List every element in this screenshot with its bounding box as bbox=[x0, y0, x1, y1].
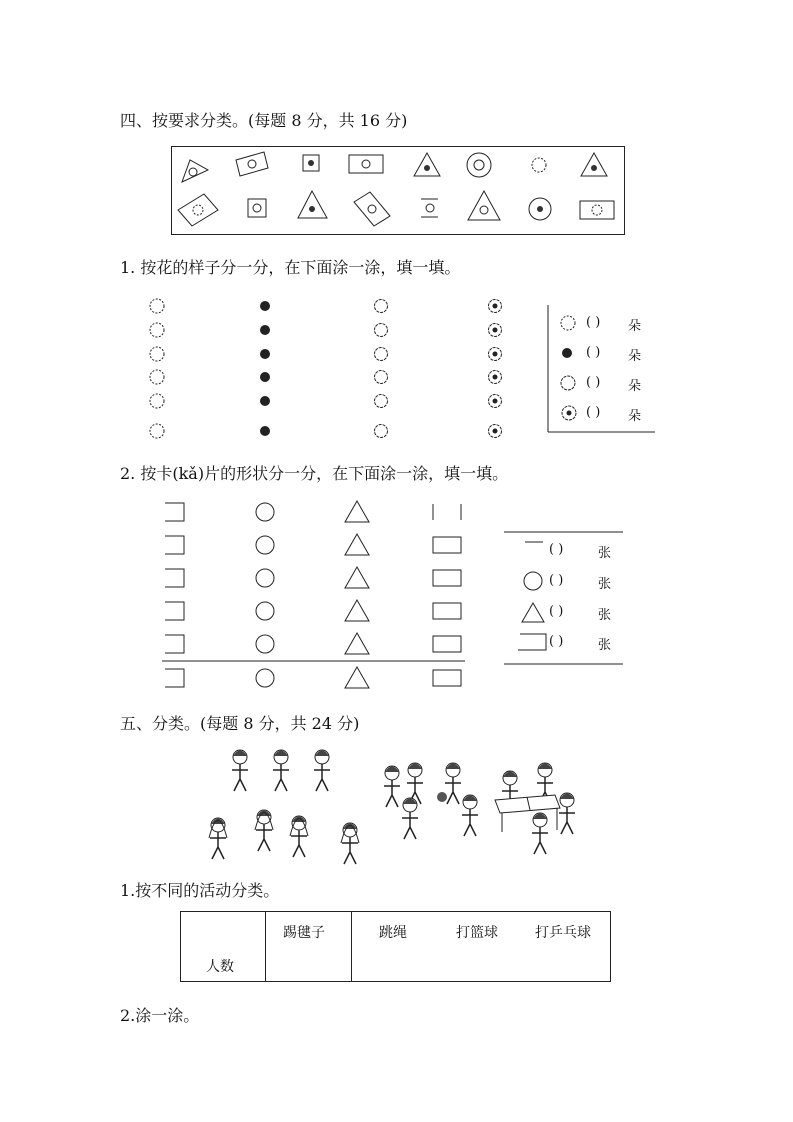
tally-blank[interactable]: ( ) bbox=[586, 315, 601, 330]
tally-unit: 朵 bbox=[628, 379, 642, 394]
child-figure bbox=[402, 798, 418, 839]
child-figure bbox=[559, 793, 575, 834]
tally-unit: 朵 bbox=[628, 409, 642, 424]
question-1-title: 1. 按花的样子分一分，在下面涂一涂，填一填。 bbox=[120, 258, 461, 277]
child-figure bbox=[384, 766, 400, 807]
tally-blank[interactable]: ( ) bbox=[549, 604, 564, 619]
child-figure bbox=[445, 763, 461, 804]
tally-unit: 张 bbox=[598, 638, 612, 653]
header-basketball: 打篮球 bbox=[456, 925, 498, 941]
tally-unit: 张 bbox=[598, 546, 612, 561]
section-5-title: 五、分类。(每题 8 分，共 24 分) bbox=[120, 714, 360, 733]
header-ping-pong: 打乒乓球 bbox=[535, 925, 591, 941]
tally-unit: 张 bbox=[598, 608, 612, 623]
child-figure bbox=[256, 810, 272, 851]
tally-unit: 张 bbox=[598, 577, 612, 592]
tally-blank[interactable]: ( ) bbox=[586, 405, 601, 420]
child-figure bbox=[462, 795, 478, 836]
child-figure bbox=[532, 813, 548, 854]
tally-blank[interactable]: ( ) bbox=[586, 375, 601, 390]
basketball-icon bbox=[437, 792, 447, 802]
tally-blank[interactable]: ( ) bbox=[549, 542, 564, 557]
activity-table bbox=[180, 911, 611, 982]
child-figure bbox=[210, 818, 226, 859]
activity-question-1-title: 1.按不同的活动分类。 bbox=[120, 881, 280, 900]
child-figure bbox=[273, 750, 289, 791]
tally-unit: 朵 bbox=[628, 349, 642, 364]
ping-pong-table bbox=[495, 795, 560, 832]
question-2-title: 2. 按卡(kǎ)片的形状分一分，在下面涂一涂，填一填。 bbox=[120, 464, 509, 483]
child-figure bbox=[291, 816, 307, 857]
tally-unit: 朵 bbox=[628, 319, 642, 334]
child-figure bbox=[342, 823, 358, 864]
child-figure bbox=[314, 750, 330, 791]
row-label-count: 人数 bbox=[206, 959, 234, 975]
activity-question-2-title: 2.涂一涂。 bbox=[120, 1006, 200, 1025]
tally-blank[interactable]: ( ) bbox=[549, 573, 564, 588]
child-figure bbox=[232, 750, 248, 791]
header-jump-rope: 跳绳 bbox=[379, 925, 407, 941]
section-4-title: 四、按要求分类。(每题 8 分，共 16 分) bbox=[120, 111, 408, 130]
header-shuttlecock: 踢毽子 bbox=[283, 925, 325, 941]
tally-blank[interactable]: ( ) bbox=[586, 345, 601, 360]
tally-blank[interactable]: ( ) bbox=[549, 634, 564, 649]
